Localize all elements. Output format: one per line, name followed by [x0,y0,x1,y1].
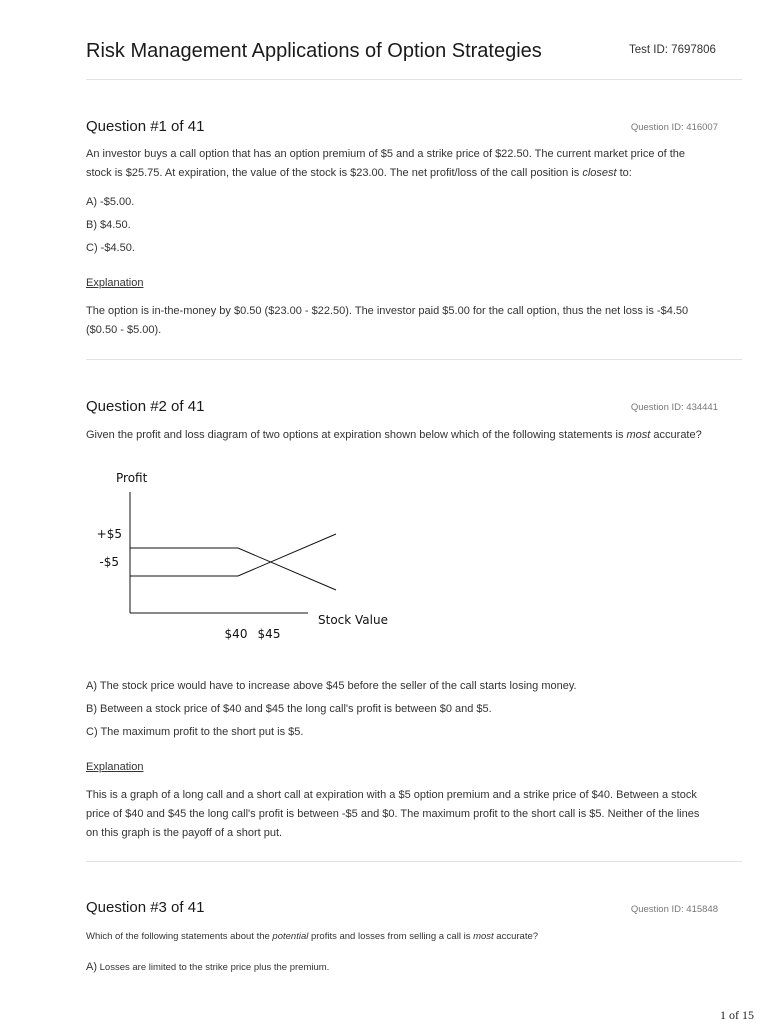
page-title: Risk Management Applications of Option Strategies [86,40,542,62]
question-1-explanation-link[interactable]: Explanation [86,277,144,289]
test-id: Test ID: 7697806 [629,44,716,56]
question-2-option-a[interactable]: A) The stock price would have to increase above $45 before the seller of the call starts losing money. [86,680,577,692]
question-1-option-a[interactable]: A) -$5.00. [86,196,135,208]
page-number: 1 of 15 [720,1008,754,1022]
x-tick-45: $45 [257,627,281,641]
question-2-option-b[interactable]: B) Between a stock price of $40 and $45 the long call's profit is between $0 and $5. [86,703,492,715]
question-2-id: Question ID: 434441 [630,402,718,413]
question-1-id: Question ID: 416007 [630,122,718,133]
question-1-explanation: The option is in-the-money by $0.50 ($23.00 - $22.50). The investor paid $5.00 for the call option, thus the net loss is -$4.50 ($0.50 - $5.00). [86,305,689,336]
y-tick-plus5: +$5 [96,527,122,541]
question-3-title: Question #3 of 41 [86,899,205,916]
divider [86,861,742,862]
y-axis-label: Profit [116,471,148,485]
divider [86,79,742,80]
question-1-option-b[interactable]: B) $4.50. [86,219,131,231]
long-call-line [130,534,336,576]
question-2-option-c[interactable]: C) The maximum profit to the short put is $5. [86,726,304,738]
y-tick-minus5: -$5 [99,555,119,569]
question-2-title: Question #2 of 41 [86,398,205,415]
question-1-option-c[interactable]: C) -$4.50. [86,242,135,254]
profit-loss-chart [86,466,406,646]
x-axis-label: Stock Value [318,613,388,627]
question-2-text: Given the profit and loss diagram of two options at expiration shown below which of the following statements is most accurate? [86,429,702,441]
question-3-text: Which of the following statements about the potential profits and losses from selling a call is most accurate? [86,931,539,942]
question-3-option-a[interactable]: A) Losses are limited to the strike price plus the premium. [86,961,330,973]
x-tick-40: $40 [224,627,248,641]
question-2-explanation-link[interactable]: Explanation [86,761,144,773]
question-1-title: Question #1 of 41 [86,118,205,135]
divider [86,359,742,360]
question-3-id: Question ID: 415848 [630,904,718,915]
short-call-line [130,548,336,590]
question-1-text: An investor buys a call option that has an option premium of $5 and a strike price of $22.50. The current market price of the stock is $25.75. At expiration, the value of the stock is $23.00. The net profit/loss of the call position is closest to: [86,148,686,179]
question-2-explanation: This is a graph of a long call and a short call at expiration with a $5 option premium and a strike price of $40. Between a stock price of $40 and $45 the long call's profit is between -$5 and $0. The maximum profit to the short call is $5. Neither of the lines on this graph is the payoff of a short put. [86,789,700,839]
